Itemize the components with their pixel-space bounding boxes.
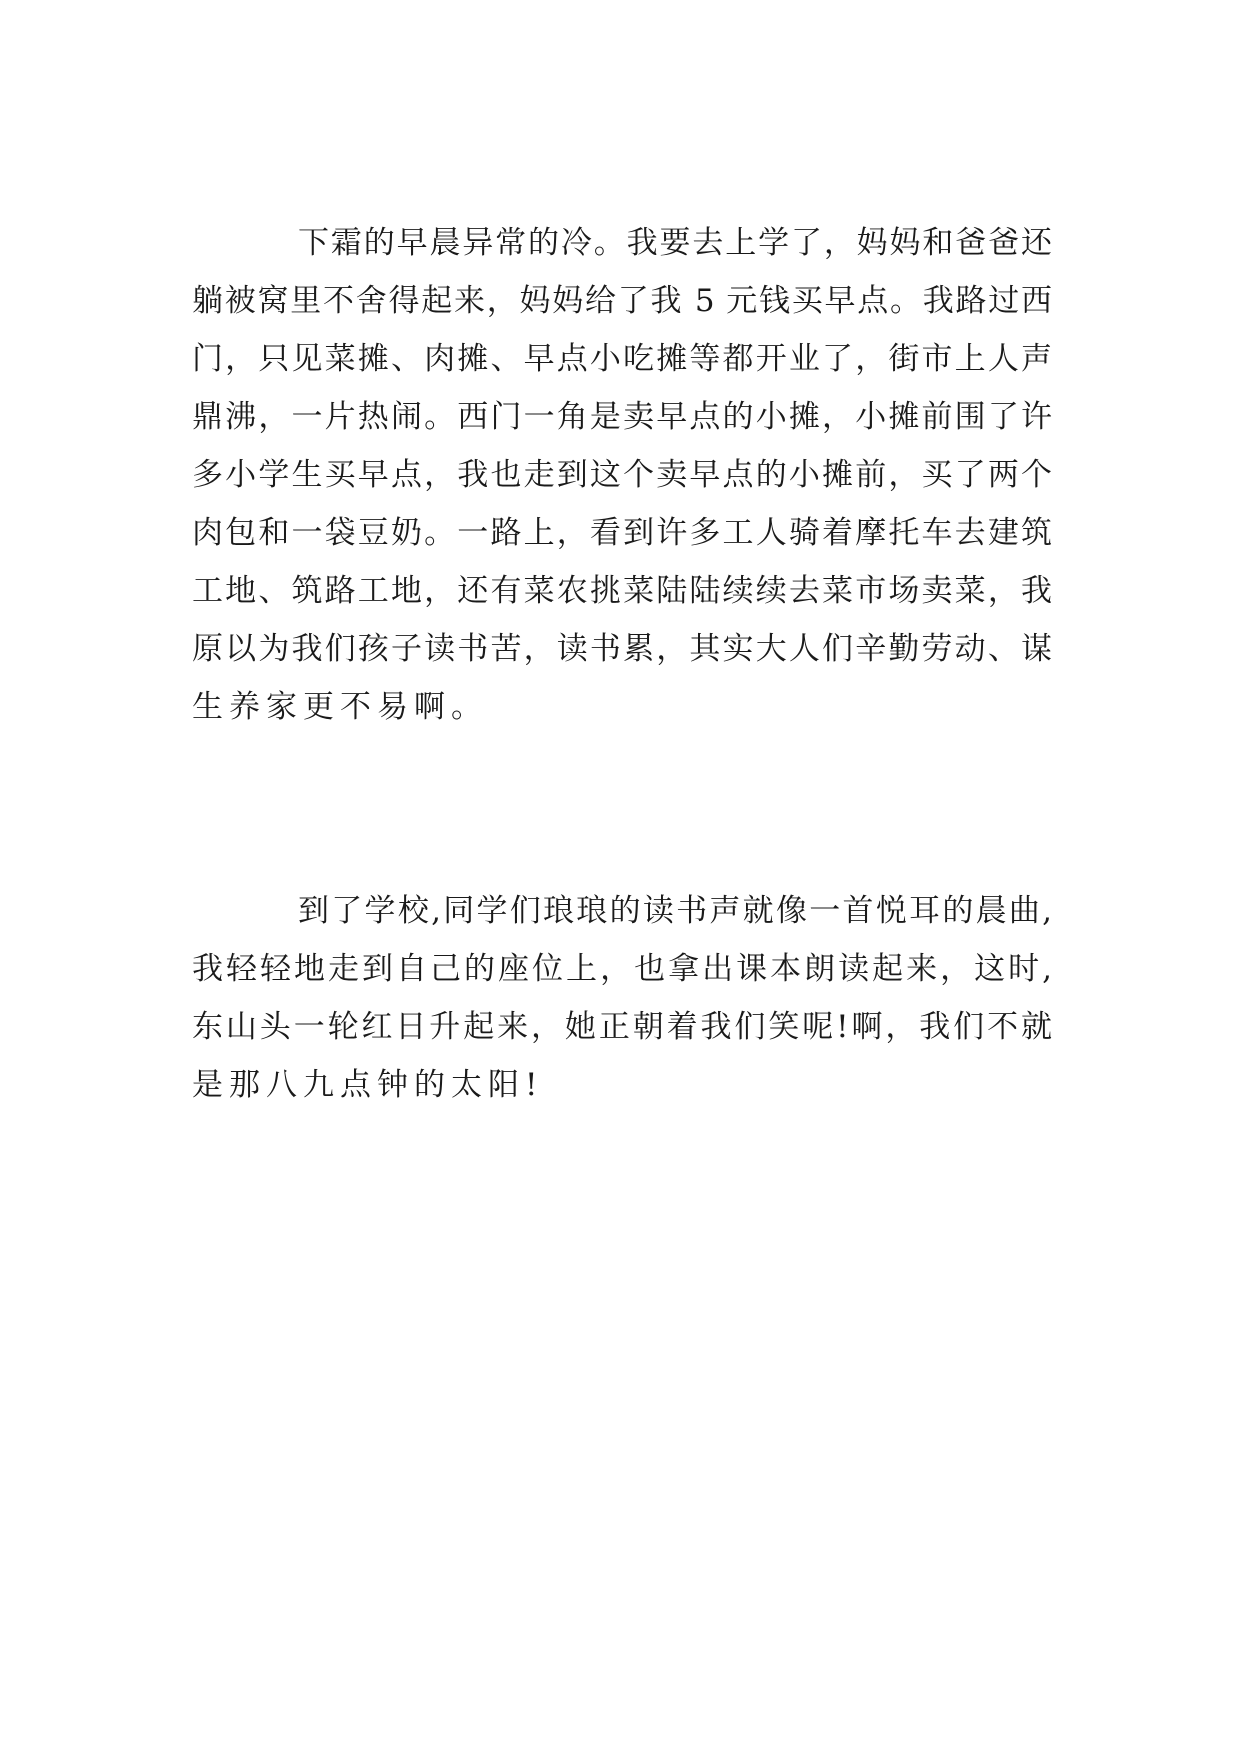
paragraph-1-line-6: 肉包和一袋豆奶。一路上，看到许多工人骑着摩托车去建筑 [192, 515, 1052, 551]
paragraph-2-line-2: 我轻轻地走到自己的座位上，也拿出课本朗读起来，这时, [192, 951, 1052, 987]
paragraph-1-line-1: 下霜的早晨异常的冷。我要去上学了，妈妈和爸爸还 [298, 225, 1052, 261]
paragraph-1-line-2: 躺被窝里不舍得起来，妈妈给了我 5 元钱买早点。我路过西 [192, 283, 1052, 319]
paragraph-2 [192, 882, 1052, 1114]
paragraph-2-line-1: 到了学校,同学们琅琅的读书声就像一首悦耳的晨曲, [298, 893, 1052, 929]
paragraph-1 [192, 214, 1052, 736]
paragraph-2-line-3: 东山头一轮红日升起来，她正朝着我们笑呢!啊，我们不就 [192, 1009, 1052, 1045]
paragraph-1-line-9: 生养家更不易啊。 [192, 689, 488, 725]
paragraph-1-line-3: 门，只见菜摊、肉摊、早点小吃摊等都开业了，街市上人声 [192, 341, 1052, 377]
paragraph-2-line-4: 是那八九点钟的太阳! [192, 1067, 544, 1103]
paragraph-1-line-5: 多小学生买早点，我也走到这个卖早点的小摊前，买了两个 [192, 457, 1052, 493]
paragraph-1-line-8: 原以为我们孩子读书苦，读书累，其实大人们辛勤劳动、谋 [192, 631, 1052, 667]
paragraph-1-line-7: 工地、筑路工地，还有菜农挑菜陆陆续续去菜市场卖菜，我 [192, 573, 1052, 609]
paragraph-1-line-4: 鼎沸，一片热闹。西门一角是卖早点的小摊，小摊前围了许 [192, 399, 1052, 435]
